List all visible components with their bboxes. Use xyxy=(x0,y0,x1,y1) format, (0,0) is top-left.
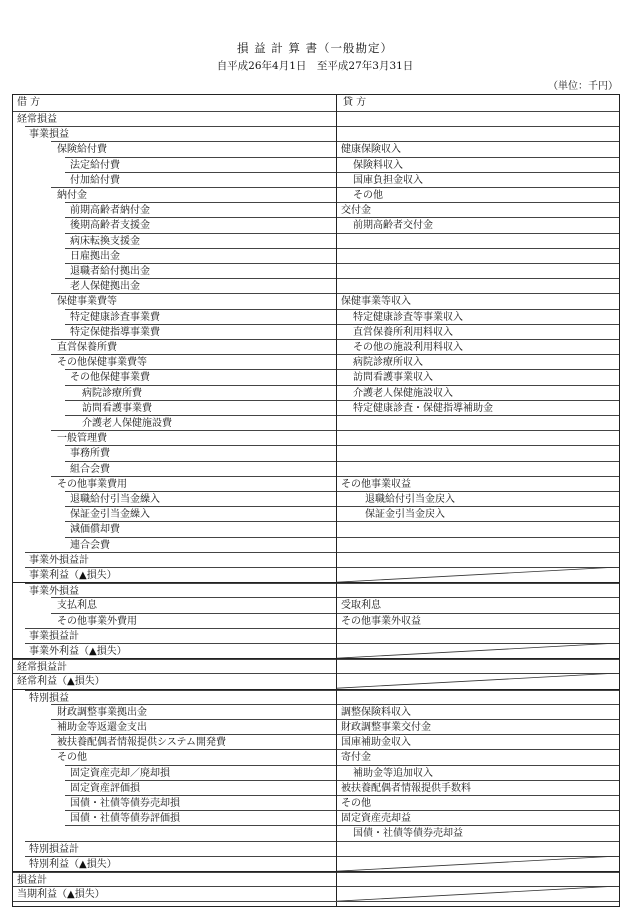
credit-label: その他 xyxy=(353,190,383,201)
credit-label: 特定健康診査・保健指導補助金 xyxy=(353,402,493,414)
debit-cell xyxy=(25,690,336,704)
credit-cell xyxy=(337,400,619,415)
debit-label: 事業外損益計 xyxy=(29,554,89,566)
table-row xyxy=(13,324,619,339)
credit-cell xyxy=(337,537,619,552)
table-row xyxy=(13,476,619,491)
debit-cell xyxy=(65,278,336,293)
credit-cell xyxy=(337,293,619,308)
debit-cell xyxy=(65,415,336,430)
debit-label: 連合会費 xyxy=(70,539,110,551)
debit-label: 前期高齢者納付金 xyxy=(70,205,150,217)
no-entry-diagonal xyxy=(337,856,619,871)
credit-label: 介護老人保健施設収入 xyxy=(353,387,453,399)
debit-cell xyxy=(65,521,336,536)
credit-label: 退職給付引当金戻入 xyxy=(365,494,455,505)
debit-label: 日雇拠出金 xyxy=(70,250,120,262)
debit-label: 訪問看護事業費 xyxy=(82,402,152,414)
debit-label: 国債・社債等債券評価損 xyxy=(70,813,180,825)
table-row xyxy=(13,248,619,263)
table-row xyxy=(13,658,619,673)
credit-cell xyxy=(337,126,619,141)
debit-cell xyxy=(13,659,336,673)
debit-cell xyxy=(65,157,336,172)
table-row xyxy=(13,172,619,187)
debit-label: その他 xyxy=(57,752,87,764)
debit-cell xyxy=(65,795,336,810)
table-row xyxy=(13,567,619,582)
debit-label: 付加給付費 xyxy=(70,174,120,186)
credit-label: その他の施設利用料収入 xyxy=(353,342,463,353)
table-row xyxy=(13,856,619,871)
credit-label: 直営保養所利用料収入 xyxy=(353,326,453,338)
credit-label: 前期高齢者交付金 xyxy=(353,220,433,232)
credit-cell xyxy=(337,628,619,643)
debit-cell xyxy=(51,597,336,612)
debit-cell xyxy=(65,369,336,384)
credit-cell xyxy=(337,690,619,704)
credit-cell xyxy=(337,719,619,734)
debit-label: 納付金 xyxy=(57,190,87,201)
table-row xyxy=(13,400,619,415)
credit-cell xyxy=(337,506,619,521)
debit-label: 事業利益（▲損失） xyxy=(29,570,117,581)
debit-label: 特定保健指導事業費 xyxy=(70,326,160,338)
table-row xyxy=(13,886,619,901)
table-row xyxy=(13,385,619,400)
debit-cell xyxy=(65,506,336,521)
debit-cell xyxy=(65,263,336,278)
credit-label: その他 xyxy=(341,798,371,809)
table-row xyxy=(13,202,619,217)
no-entry-diagonal xyxy=(337,886,619,901)
debit-cell xyxy=(65,780,336,795)
debit-cell xyxy=(65,400,336,415)
debit-label: 固定資産評価損 xyxy=(70,782,140,794)
credit-cell xyxy=(337,825,619,840)
table-row xyxy=(13,339,619,354)
debit-label: 事務所費 xyxy=(70,448,110,460)
credit-cell xyxy=(337,841,619,856)
credit-cell xyxy=(337,202,619,217)
table-row xyxy=(13,293,619,308)
debit-cell xyxy=(51,354,336,369)
debit-cell xyxy=(25,856,336,871)
credit-label: 交付金 xyxy=(341,205,371,217)
no-entry-diagonal xyxy=(337,673,619,688)
debit-label: 経常利益（▲損失） xyxy=(17,676,105,688)
debit-label: 特別損益計 xyxy=(29,843,79,855)
table-row xyxy=(13,871,619,886)
credit-cell xyxy=(337,597,619,612)
credit-cell xyxy=(337,476,619,491)
table-row xyxy=(13,354,619,369)
credit-cell xyxy=(337,461,619,476)
table-row xyxy=(13,491,619,506)
credit-header: 貸 方 xyxy=(343,97,367,108)
debit-label: 老人保健拠出金 xyxy=(70,281,140,293)
debit-cell xyxy=(51,476,336,491)
table-row xyxy=(13,445,619,460)
debit-label: 経常損益計 xyxy=(17,662,67,674)
credit-label: 病院診療所収入 xyxy=(353,357,423,369)
debit-cell xyxy=(65,765,336,780)
debit-label: 保証金引当金繰入 xyxy=(70,509,150,521)
debit-label: 特別利益（▲損失） xyxy=(29,858,117,870)
debit-cell xyxy=(65,537,336,552)
table-row xyxy=(13,521,619,536)
credit-cell xyxy=(337,385,619,400)
table-row xyxy=(13,263,619,278)
credit-label: 調整保険料収入 xyxy=(341,706,411,718)
table-row xyxy=(13,841,619,856)
credit-label: 被扶養配偶者情報提供手数料 xyxy=(341,782,471,794)
table-row xyxy=(13,278,619,293)
header-row xyxy=(13,95,619,110)
debit-cell xyxy=(25,628,336,643)
credit-label: 補助金等追加収入 xyxy=(353,767,433,779)
debit-cell xyxy=(65,233,336,248)
debit-label: 当期利益（▲損失） xyxy=(17,889,105,901)
report-period: 自平成26年4月1日 至平成27年3月31日 xyxy=(216,60,414,72)
debit-label: 被扶養配偶者情報提供システム開発費 xyxy=(57,737,226,749)
credit-cell xyxy=(337,369,619,384)
debit-label: 事業外利益（▲損失） xyxy=(29,646,127,657)
debit-label: 特別損益 xyxy=(29,692,69,704)
credit-label: 特定健康診査等事業収入 xyxy=(353,311,463,323)
credit-label: 訪問看護事業収入 xyxy=(353,372,433,384)
debit-cell xyxy=(25,567,336,582)
income-statement-table xyxy=(12,94,620,907)
debit-cell xyxy=(65,385,336,400)
credit-cell xyxy=(337,521,619,536)
debit-label: 減価償却費 xyxy=(70,524,120,536)
table-row xyxy=(13,126,619,141)
debit-label: 事業損益 xyxy=(29,129,69,141)
debit-cell xyxy=(51,734,336,749)
debit-header: 借 方 xyxy=(17,97,41,108)
debit-label: 病院診療所費 xyxy=(82,387,142,399)
table-row xyxy=(13,157,619,172)
credit-cell xyxy=(337,248,619,263)
table-row xyxy=(13,704,619,719)
table-row xyxy=(13,309,619,324)
table-row xyxy=(13,597,619,612)
debit-label: 事業外損益 xyxy=(29,586,79,598)
credit-label: 国庫負担金収入 xyxy=(353,174,423,186)
debit-label: その他保健事業費 xyxy=(70,372,150,384)
report-title: 損 益 計 算 書（一般勘定） xyxy=(236,41,394,55)
debit-label: 介護老人保健施設費 xyxy=(82,418,172,429)
debit-label: 病床転換支援金 xyxy=(70,235,140,247)
table-row xyxy=(13,749,619,764)
table-row xyxy=(13,415,619,430)
credit-cell xyxy=(337,217,619,232)
credit-cell xyxy=(337,263,619,278)
debit-cell xyxy=(13,673,336,688)
debit-cell xyxy=(51,613,336,628)
credit-cell xyxy=(337,172,619,187)
credit-cell xyxy=(337,810,619,825)
debit-cell xyxy=(65,217,336,232)
table-row xyxy=(13,187,619,202)
debit-label: 経常損益 xyxy=(17,114,57,125)
debit-cell xyxy=(65,248,336,263)
credit-label: 受取利息 xyxy=(341,600,381,612)
debit-cell xyxy=(13,886,336,901)
credit-cell xyxy=(337,354,619,369)
credit-cell xyxy=(337,445,619,460)
credit-cell xyxy=(337,704,619,719)
debit-cell xyxy=(65,324,336,339)
credit-label: 国債・社債等債券売却益 xyxy=(353,828,463,840)
debit-label: 特定健康診査事業費 xyxy=(70,311,160,323)
debit-cell xyxy=(65,825,336,840)
debit-cell xyxy=(25,841,336,856)
debit-label: 組合会費 xyxy=(70,463,110,475)
debit-label: 退職給付引当金繰入 xyxy=(70,494,160,505)
table-row xyxy=(13,111,619,126)
debit-cell xyxy=(65,172,336,187)
credit-cell xyxy=(337,872,619,886)
debit-cell xyxy=(51,749,336,764)
debit-label: 事業損益計 xyxy=(29,630,79,642)
credit-cell xyxy=(337,278,619,293)
debit-label: 保険給付費 xyxy=(57,144,107,156)
debit-label: その他保健事業費等 xyxy=(57,357,147,369)
credit-label: その他事業外収益 xyxy=(341,615,421,627)
table-row xyxy=(13,643,619,658)
credit-label: 保健事業等収入 xyxy=(341,296,411,308)
credit-cell xyxy=(337,430,619,445)
debit-label: その他事業外費用 xyxy=(57,615,137,627)
table-row xyxy=(13,369,619,384)
grid-bottom-line xyxy=(13,901,619,902)
debit-cell xyxy=(65,491,336,506)
debit-label: 直営保養所費 xyxy=(57,342,117,353)
debit-label: 後期高齢者支援金 xyxy=(70,220,150,232)
table-row xyxy=(13,734,619,749)
credit-cell xyxy=(337,552,619,567)
credit-cell xyxy=(337,780,619,795)
credit-cell xyxy=(337,339,619,354)
credit-cell xyxy=(337,415,619,430)
credit-label: その他事業収益 xyxy=(341,478,411,490)
no-entry-diagonal xyxy=(337,567,619,582)
debit-cell xyxy=(65,461,336,476)
debit-label: 補助金等返還金支出 xyxy=(57,722,147,733)
table-row xyxy=(13,765,619,780)
debit-cell xyxy=(65,309,336,324)
credit-cell xyxy=(337,141,619,156)
debit-label: 保健事業費等 xyxy=(57,296,117,308)
credit-cell xyxy=(337,749,619,764)
debit-label: 固定資産売却／廃却損 xyxy=(70,767,170,779)
credit-cell xyxy=(337,111,619,126)
credit-label: 保証金引当金戻入 xyxy=(365,509,445,521)
debit-label: 支払利息 xyxy=(57,600,97,612)
unit-label: （単位：千円） xyxy=(548,81,618,92)
debit-label: 退職者給付拠出金 xyxy=(70,266,150,277)
no-entry-diagonal xyxy=(337,643,619,658)
credit-cell xyxy=(337,765,619,780)
debit-cell xyxy=(25,126,336,141)
credit-cell xyxy=(337,157,619,172)
debit-cell xyxy=(51,187,336,202)
debit-cell xyxy=(65,202,336,217)
table-row xyxy=(13,430,619,445)
debit-cell xyxy=(51,293,336,308)
credit-cell xyxy=(337,583,619,597)
table-row xyxy=(13,628,619,643)
credit-cell xyxy=(337,659,619,673)
table-row xyxy=(13,233,619,248)
credit-label: 固定資産売却益 xyxy=(341,813,411,825)
credit-cell xyxy=(337,187,619,202)
credit-cell xyxy=(337,795,619,810)
credit-cell xyxy=(337,613,619,628)
debit-label: 国債・社債等債券売却損 xyxy=(70,798,180,809)
debit-cell xyxy=(51,430,336,445)
credit-label: 財政調整事業交付金 xyxy=(341,722,431,733)
table-row xyxy=(13,780,619,795)
credit-label: 保険料収入 xyxy=(353,159,403,171)
table-row xyxy=(13,537,619,552)
debit-label: 一般管理費 xyxy=(57,433,107,445)
debit-cell xyxy=(25,552,336,567)
table-row xyxy=(13,673,619,688)
debit-cell xyxy=(65,810,336,825)
credit-label: 健康保険収入 xyxy=(341,144,401,156)
table-row xyxy=(13,217,619,232)
debit-cell xyxy=(51,339,336,354)
debit-cell xyxy=(25,583,336,597)
debit-label: 法定給付費 xyxy=(70,159,120,171)
table-row xyxy=(13,461,619,476)
debit-label: その他事業費用 xyxy=(57,478,127,490)
table-row xyxy=(13,613,619,628)
credit-cell xyxy=(337,491,619,506)
table-row xyxy=(13,810,619,825)
credit-label: 寄付金 xyxy=(341,752,371,764)
debit-cell xyxy=(65,445,336,460)
debit-cell xyxy=(51,704,336,719)
debit-label: 損益計 xyxy=(17,875,47,886)
credit-cell xyxy=(337,309,619,324)
table-row xyxy=(13,506,619,521)
credit-cell xyxy=(337,324,619,339)
debit-cell xyxy=(13,872,336,886)
debit-label: 財政調整事業拠出金 xyxy=(57,706,147,718)
table-row xyxy=(13,582,619,597)
credit-label: 国庫補助金収入 xyxy=(341,737,411,749)
table-row xyxy=(13,795,619,810)
debit-cell xyxy=(13,111,336,126)
credit-cell xyxy=(337,734,619,749)
table-row xyxy=(13,719,619,734)
table-row xyxy=(13,689,619,704)
credit-cell xyxy=(337,233,619,248)
table-row xyxy=(13,552,619,567)
debit-cell xyxy=(51,141,336,156)
debit-cell xyxy=(51,719,336,734)
table-row xyxy=(13,141,619,156)
debit-cell xyxy=(25,643,336,658)
table-row xyxy=(13,825,619,840)
